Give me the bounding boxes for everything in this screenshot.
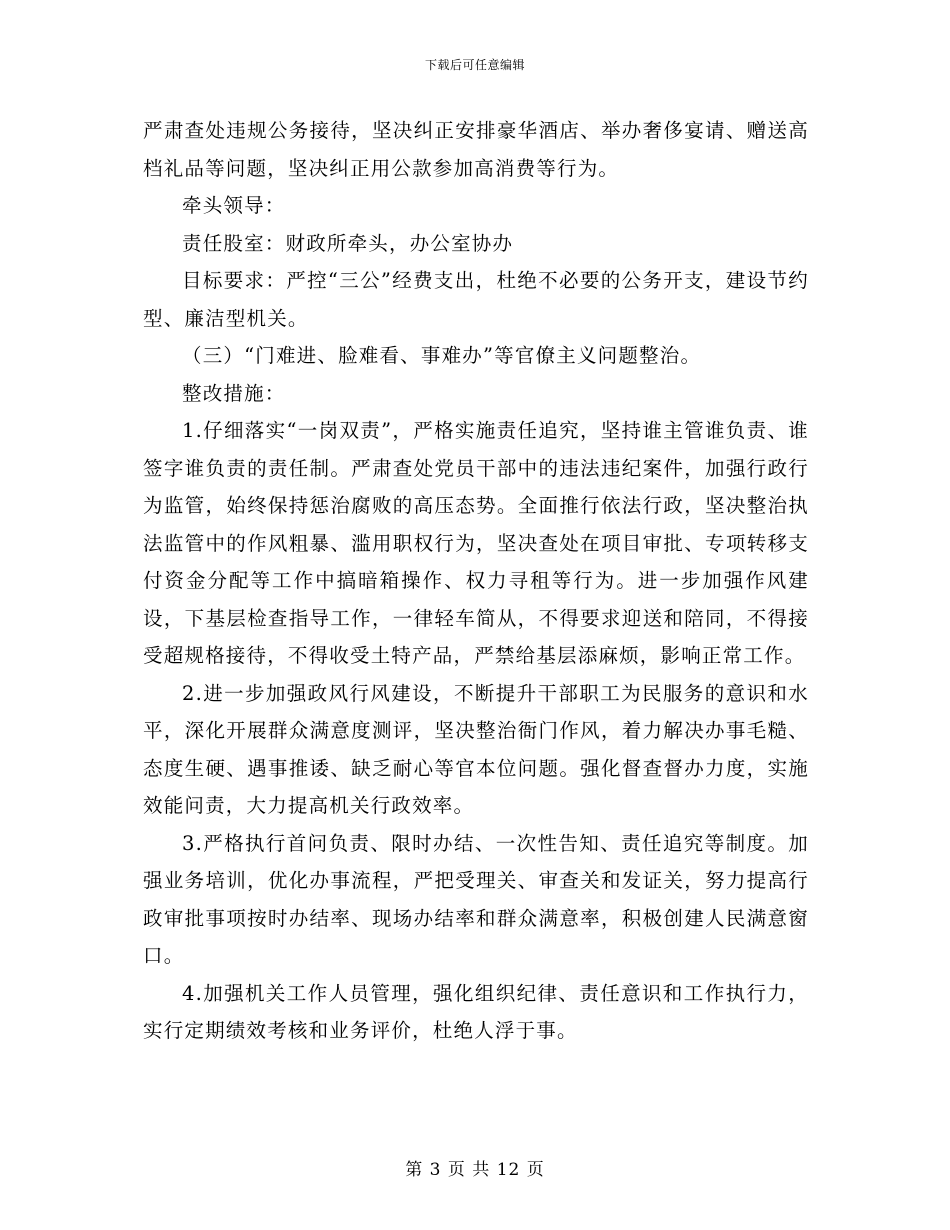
section-heading: （三）“门难进、脸难看、事难办”等官僚主义问题整治。 bbox=[182, 344, 702, 367]
paragraph: 4.加强机关工作人员管理，强化组织纪律、责任意识和工作执行力，实行定期绩效考核和业务评价，杜绝人浮于事。 bbox=[143, 981, 809, 1042]
page-number: 第 3 页 共 12 页 bbox=[405, 1160, 545, 1180]
document-body bbox=[143, 112, 809, 1050]
paragraph: 牵头领导： bbox=[182, 194, 286, 217]
paragraph: 责任股室：财政所牵头，办公室协办 bbox=[182, 231, 514, 255]
paragraph: 1.仔细落实“一岗双责”，严格实施责任追究，坚持谁主管谁负责、谁签字谁负责的责任制。严肃查处党员干部中的违法违纪案件，加强行政行为监管，始终保持惩治腐败的高压态势。全面推行依法行政，坚决整治执法监管中的作风粗暴、滥用职权行为，坚决查处在项目审批、专项转移支付资金分配等工作中搞暗箱操作、权力寻租等行为。进一步加强作风建设，下基层检查指导工作，一律轻车简从，不得要求迎送和陪同，不得接受超规格接待，不得收受土特产品，严禁给基层添麻烦，影响正常工作。 bbox=[143, 419, 809, 667]
page-header-note: 下载后可任意编辑 bbox=[424, 58, 525, 72]
paragraph: 3.严格执行首问负责、限时办结、一次性告知、责任追究等制度。加强业务培训，优化办事流程，严把受理关、审查关和发证关，努力提高行政审批事项按时办结率、现场办结率和群众满意率，积极创建人民满意窗口。 bbox=[143, 831, 809, 967]
paragraph: 严肃查处违规公务接待，坚决纠正安排豪华酒店、举办奢侈宴请、赠送高档礼品等问题，坚决纠正用公款参加高消费等行为。 bbox=[143, 119, 809, 180]
paragraph: 目标要求：严控“三公”经费支出，杜绝不必要的公务开支，建设节约型、廉洁型机关。 bbox=[143, 269, 809, 330]
paragraph: 整改措施： bbox=[182, 381, 286, 405]
paragraph: 2.进一步加强政风行风建设，不断提升干部职工为民服务的意识和水平，深化开展群众满意度测评，坚决整治衙门作风，着力解决办事毛糙、态度生硬、遇事推诿、缺乏耐心等官本位问题。强化督查督办力度，实施效能问责，大力提高机关行政效率。 bbox=[143, 681, 809, 817]
